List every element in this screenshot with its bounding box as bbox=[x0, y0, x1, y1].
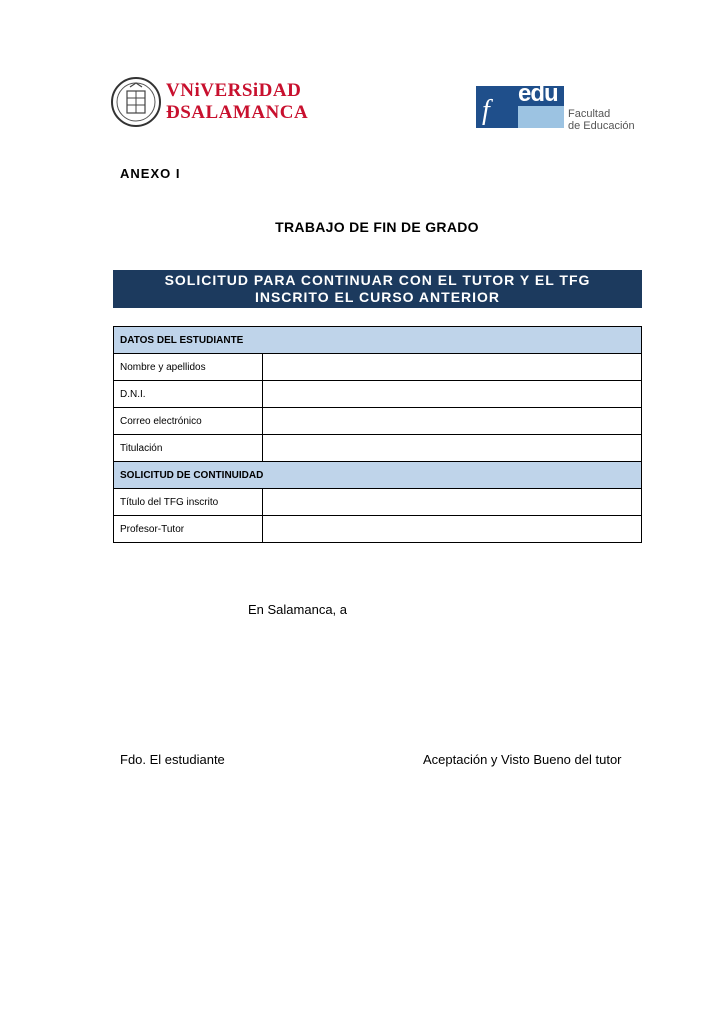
student-section-header: DATOS DEL ESTUDIANTE bbox=[114, 327, 642, 354]
field-value-name[interactable] bbox=[263, 354, 642, 381]
table-row bbox=[114, 354, 642, 381]
table-row bbox=[114, 516, 642, 543]
banner-line-1: SOLICITUD PARA CONTINUAR CON EL TUTOR Y EL TFG bbox=[164, 272, 591, 288]
student-signature-label: Fdo. El estudiante bbox=[120, 752, 225, 767]
university-logo-text bbox=[166, 80, 308, 124]
table-row bbox=[114, 489, 642, 516]
university-seal-icon bbox=[110, 76, 162, 128]
request-banner bbox=[113, 270, 642, 308]
field-label-degree: Titulación bbox=[114, 435, 263, 462]
faculty-name-line-2: de Educación bbox=[568, 120, 635, 132]
field-label-tfg-title: Título del TFG inscrito bbox=[114, 489, 263, 516]
field-label-name: Nombre y apellidos bbox=[114, 354, 263, 381]
field-value-degree[interactable] bbox=[263, 435, 642, 462]
university-logo-line-1: VNiVERSiDAD bbox=[166, 80, 302, 101]
university-logo-line-2: ÐSALAMANCA bbox=[166, 102, 309, 123]
table-row bbox=[114, 408, 642, 435]
field-label-dni: D.N.I. bbox=[114, 381, 263, 408]
faculty-logo-accent bbox=[518, 106, 564, 128]
faculty-logo bbox=[476, 80, 646, 132]
faculty-logo-word: edu bbox=[518, 80, 558, 107]
student-section-row bbox=[114, 327, 642, 354]
field-value-tutor[interactable] bbox=[263, 516, 642, 543]
faculty-name bbox=[568, 108, 635, 132]
field-label-tutor: Profesor-Tutor bbox=[114, 516, 263, 543]
field-value-email[interactable] bbox=[263, 408, 642, 435]
tutor-signature-label: Aceptación y Visto Bueno del tutor bbox=[423, 752, 622, 767]
faculty-logo-letter: f bbox=[482, 95, 490, 126]
table-row bbox=[114, 435, 642, 462]
request-form-table bbox=[113, 326, 642, 543]
place-date: En Salamanca, a bbox=[248, 602, 348, 617]
annex-label: ANEXO I bbox=[120, 166, 181, 181]
continuity-section-header: SOLICITUD DE CONTINUIDAD bbox=[114, 462, 642, 489]
continuity-section-row bbox=[114, 462, 642, 489]
field-value-dni[interactable] bbox=[263, 381, 642, 408]
faculty-name-line-1: Facultad bbox=[568, 108, 611, 120]
table-row bbox=[114, 381, 642, 408]
field-label-email: Correo electrónico bbox=[114, 408, 263, 435]
banner-line-2: INSCRITO EL CURSO ANTERIOR bbox=[254, 289, 501, 305]
document-title: TRABAJO DE FIN DE GRADO bbox=[275, 219, 479, 235]
university-logo bbox=[110, 76, 310, 132]
field-value-tfg-title[interactable] bbox=[263, 489, 642, 516]
